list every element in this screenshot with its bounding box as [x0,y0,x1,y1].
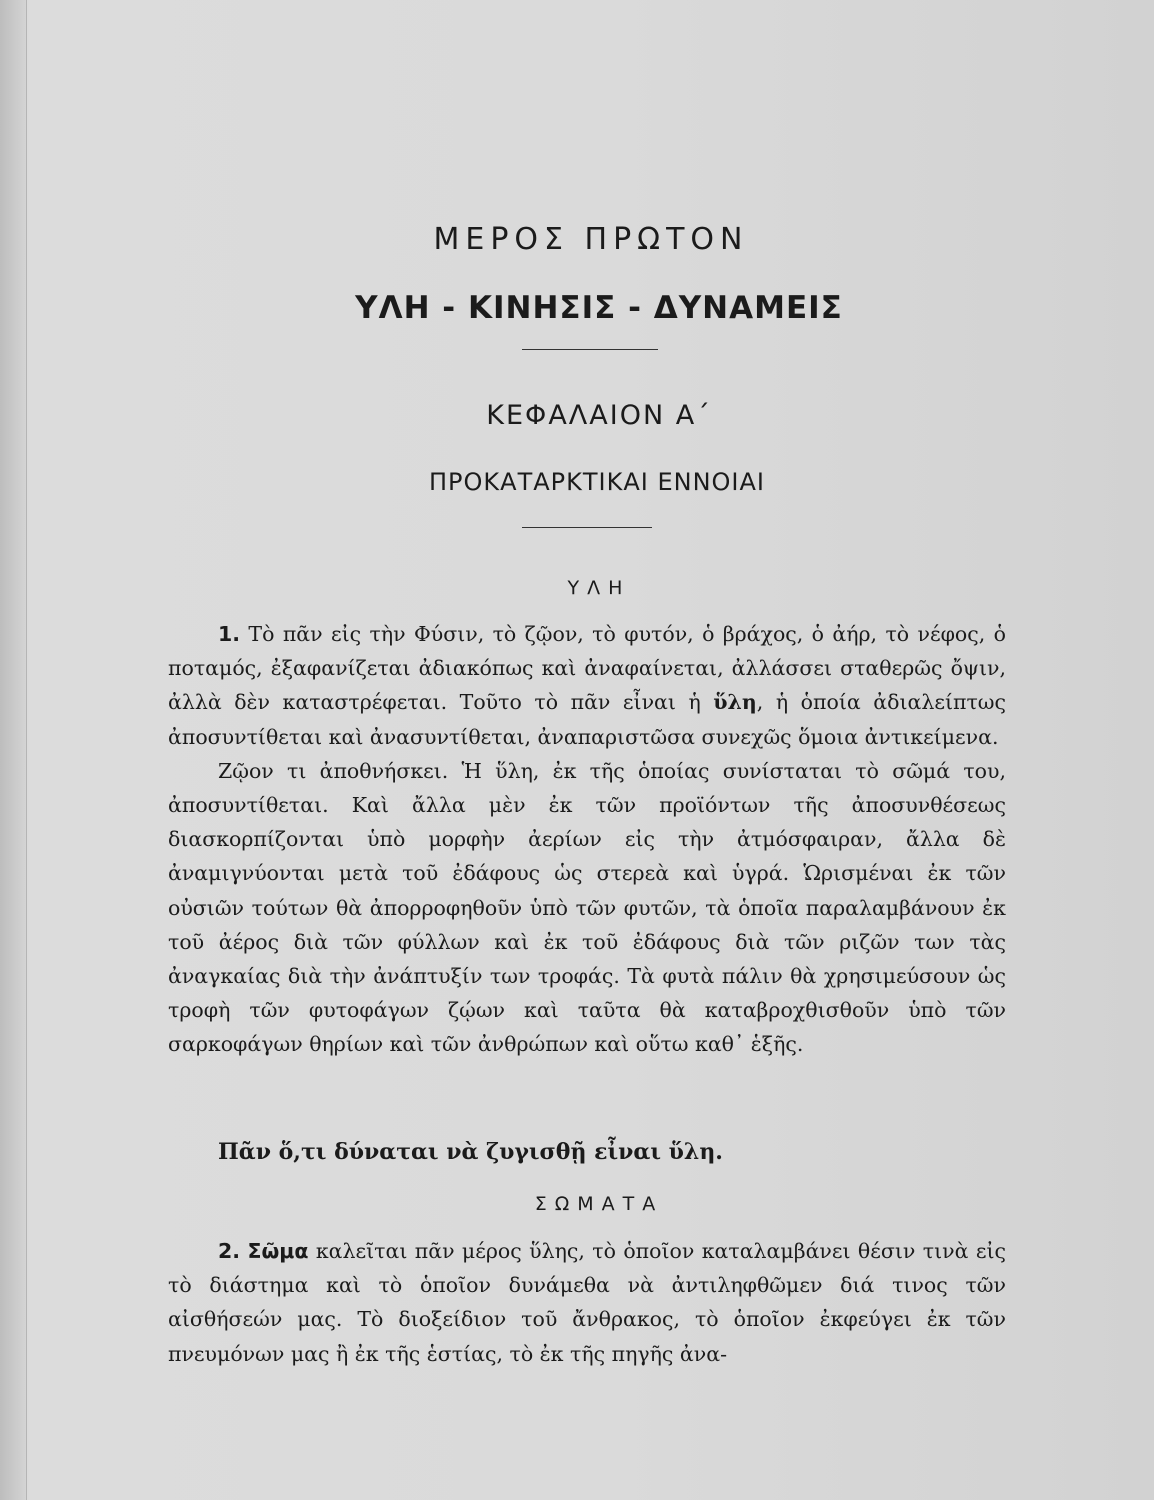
part-subtitle: ΥΛΗ - ΚΙΝΗΣΙΣ - ΔΥΝΑΜΕΙΣ [355,290,843,326]
divider-rule [522,527,652,528]
part-title: ΜΕΡΟΣ ΠΡΩΤΟΝ [433,222,749,257]
section-heading-bodies: ΣΩΜΑΤΑ [534,1193,664,1215]
paragraph-number: 2. [218,1239,241,1263]
paragraph-number: 1. [218,622,241,646]
divider-rule [522,349,658,350]
paragraph-3 [168,1234,1006,1371]
paragraph-text: καλεῖται πᾶν μέρος ὕλης, τὸ ὁποῖον καταλαμβάνει θέσιν τινὰ εἰς τὸ διάστημα καὶ τὸ ὁποῖον δυνάμεθα νὰ ἀντιληφθῶμεν διά τινος τῶν αἰσθήσεών μας. Τὸ διοξείδιον τοῦ ἄνθρακος, τὸ ὁποῖον ἐκφεύγει ἐκ τῶν πνευμόνων μας ἢ ἐκ τῆς ἑστίας, τὸ ἐκ τῆς πηγῆς ἀνα- [168,1239,1006,1366]
key-term: ὕλη [713,690,757,715]
section-matter-body [168,617,1006,1062]
section-bodies-body [168,1234,1006,1371]
section-heading-matter: ΥΛΗ [567,577,631,599]
chapter-number: ΚΕΦΑΛΑΙΟΝ Α΄ [486,400,712,431]
paragraph-text: Τὸ πᾶν εἰς τὴν Φύσιν, τὸ ζῷον, τὸ φυτόν, ὁ βράχος, ὁ ἀήρ, τὸ νέφος, ὁ ποταμός, ἐξαφανίζεται ἀδιακόπως καὶ ἀναφαίνεται, ἀλλάσσει σταθερῶς ὄψιν, ἀλλὰ δὲν καταστρέφεται. Τοῦτο τὸ πᾶν εἶναι ἡ [168,622,1006,715]
key-term: Σῶμα [247,1239,309,1263]
chapter-title: ΠΡΟΚΑΤΑΡΚΤΙΚΑΙ ΕΝΝΟΙΑΙ [429,468,765,496]
paragraph-1 [168,617,1006,754]
paragraph-text: , ἡ ὁποία ἀδιαλείπτως ἀποσυντίθεται καὶ ἀνασυντίθεται, ἀναπαριστῶσα συνεχῶς ὅμοια ἀντικείμενα. [168,690,1006,749]
emphasis-statement: Πᾶν ὅ,τι δύναται νὰ ζυγισθῇ εἶναι ὕλη. [218,1139,723,1165]
paragraph-2: Ζῷον τι ἀποθνήσκει. Ἡ ὕλη, ἐκ τῆς ὁποίας συνίσταται τὸ σῶμά του, ἀποσυντίθεται. Καὶ ἄλλα μὲν ἐκ τῶν προϊόντων τῆς ἀποσυνθέσεως διασκορπίζονται ὑπὸ μορφὴν ἀερίων εἰς τὴν ἀτμόσφαιραν, ἄλλα δὲ ἀναμιγνύονται μετὰ τοῦ ἐδάφους ὡς στερεὰ καὶ ὑγρά. Ὡρισμέναι ἐκ τῶν οὐσιῶν τούτων θὰ ἀπορροφηθοῦν ὑπὸ τῶν φυτῶν, τὰ ὁποῖα παραλαμβάνουν ἐκ τοῦ ἀέρος διὰ τῶν φύλλων καὶ ἐκ τοῦ ἐδάφους διὰ τῶν ριζῶν των τὰς ἀναγκαίας διὰ τὴν ἀνάπτυξίν των τροφάς. Τὰ φυτὰ πάλιν θὰ χρησιμεύσουν ὡς τροφὴ τῶν φυτοφάγων ζῴων καὶ ταῦτα θὰ καταβροχθισθοῦν ὑπὸ τῶν σαρκοφάγων θηρίων καὶ τῶν ἀνθρώπων καὶ οὕτω καθ᾽ ἑξῆς. [168,758,1006,1057]
